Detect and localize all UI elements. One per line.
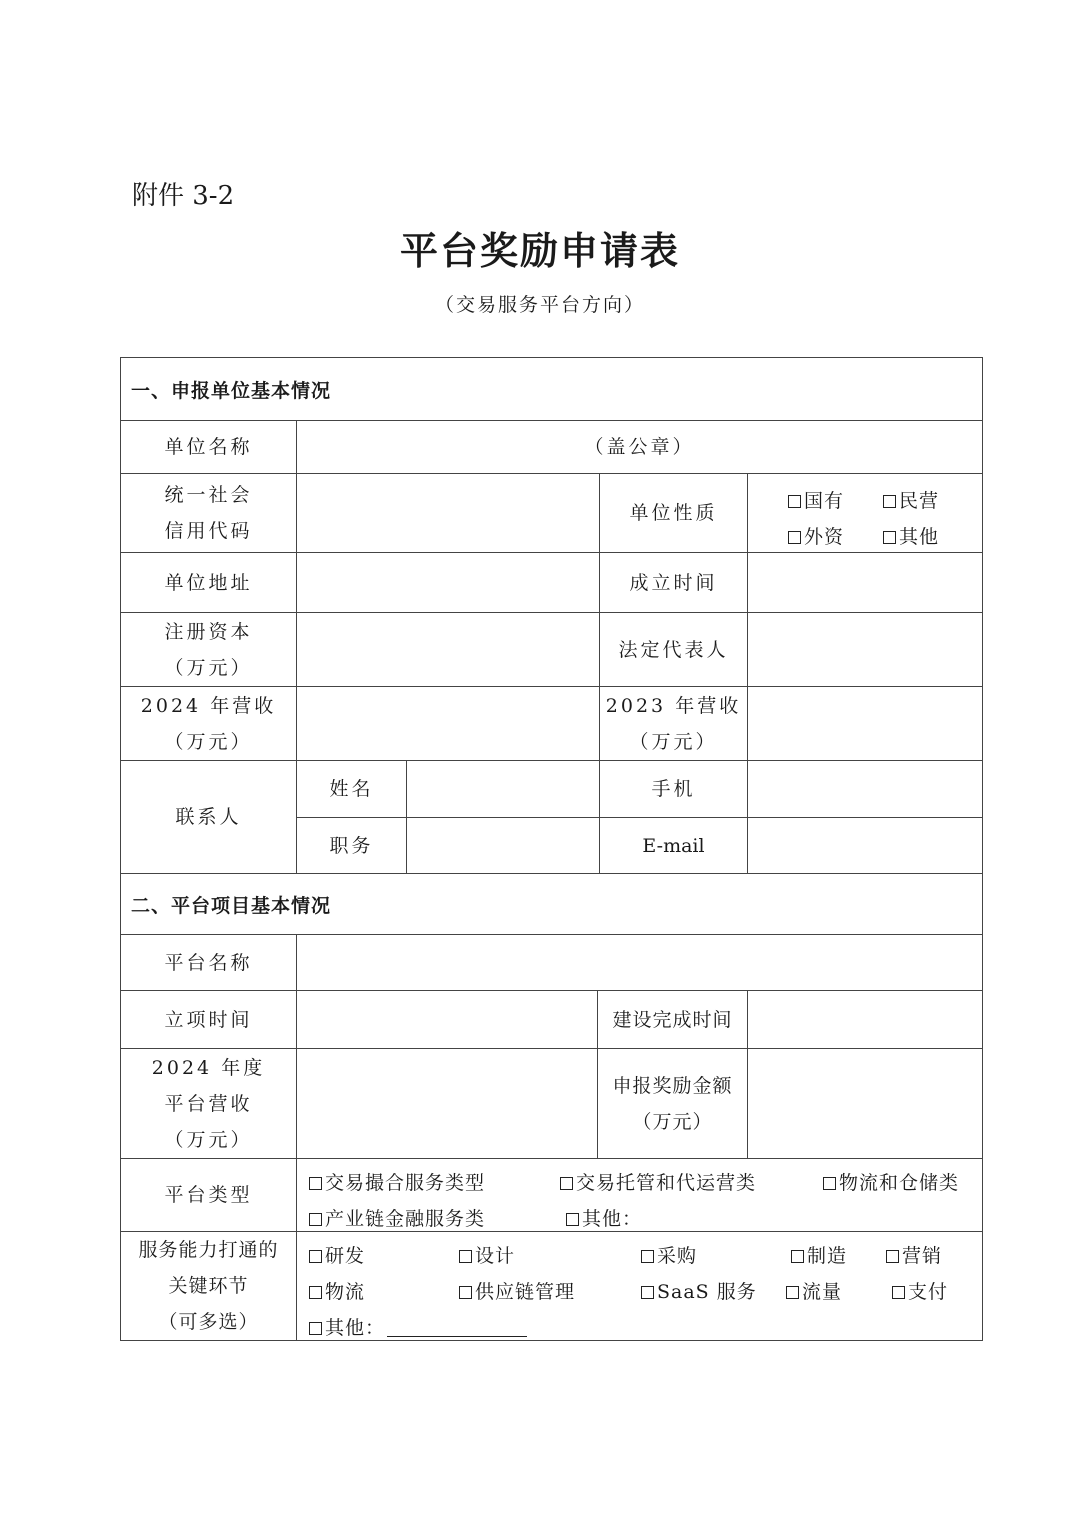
section1-heading: 一、申报单位基本情况 <box>120 357 983 421</box>
type-option-other[interactable]: 其他： <box>566 1204 642 1231</box>
page-title: 平台奖励申请表 <box>399 229 680 273</box>
checkbox-icon <box>641 1250 654 1263</box>
reg-capital-line1: 注册资本 <box>164 620 253 643</box>
checkbox-icon <box>309 1322 322 1335</box>
cap-option-rnd[interactable]: 研发 <box>309 1241 365 1268</box>
platform-revenue-line3: （万元） <box>164 1128 253 1151</box>
project-time-label: 立项时间 <box>120 990 297 1049</box>
capability-line3: （可多选） <box>158 1311 259 1333</box>
cap-option-purchase[interactable]: 采购 <box>641 1241 697 1268</box>
credit-code-field[interactable] <box>296 473 600 553</box>
checkbox-icon <box>883 531 896 544</box>
nature-option-state[interactable]: 国有 <box>788 486 844 513</box>
capability-line1: 服务能力打通的 <box>138 1239 279 1261</box>
nature-option-foreign[interactable]: 外资 <box>788 522 844 549</box>
contact-email-field[interactable] <box>747 817 983 874</box>
checkbox-icon <box>788 495 801 508</box>
checkbox-icon <box>566 1213 579 1226</box>
established-field[interactable] <box>747 552 983 613</box>
cap-option-supply-chain[interactable]: 供应链管理 <box>459 1277 575 1304</box>
contact-label: 联系人 <box>120 760 297 874</box>
unit-name-label: 单位名称 <box>120 420 297 474</box>
capability-line2: 关键环节 <box>168 1275 249 1297</box>
unit-name-field[interactable] <box>296 420 983 474</box>
completion-time-field[interactable] <box>747 990 983 1049</box>
credit-code-line1: 统一社会 <box>164 484 253 506</box>
checkbox-icon <box>309 1286 322 1299</box>
type-option-matching[interactable]: 交易撮合服务类型 <box>309 1168 485 1195</box>
revenue-2024-label <box>120 686 297 761</box>
completion-time-label: 建设完成时间 <box>597 990 748 1049</box>
cap-option-manufacture[interactable]: 制造 <box>791 1241 847 1268</box>
contact-phone-label: 手机 <box>599 760 748 818</box>
checkbox-icon <box>309 1177 322 1190</box>
contact-email-label: E-mail <box>599 817 748 874</box>
unit-address-label: 单位地址 <box>120 552 297 613</box>
project-time-field[interactable] <box>296 990 598 1049</box>
established-label: 成立时间 <box>599 552 748 613</box>
platform-revenue-line2: 平台营收 <box>164 1092 253 1115</box>
revenue-2023-line1: 2023 年营收 <box>605 694 742 717</box>
checkbox-icon <box>459 1250 472 1263</box>
platform-name-field[interactable] <box>296 934 983 991</box>
type-option-custody[interactable]: 交易托管和代运营类 <box>560 1168 756 1195</box>
cap-option-logistics[interactable]: 物流 <box>309 1277 365 1304</box>
unit-nature-label: 单位性质 <box>599 473 748 553</box>
unit-address-field[interactable] <box>296 552 600 613</box>
checkbox-icon <box>309 1213 322 1226</box>
cap-option-saas[interactable]: SaaS 服务 <box>641 1277 757 1304</box>
contact-phone-field[interactable] <box>747 760 983 818</box>
platform-type-label: 平台类型 <box>120 1158 297 1232</box>
capability-options <box>296 1231 983 1341</box>
award-amount-field[interactable] <box>747 1048 983 1159</box>
type-option-logistics[interactable]: 物流和仓储类 <box>823 1168 959 1195</box>
reg-capital-line2: （万元） <box>164 656 253 679</box>
platform-revenue-line1: 2024 年度 <box>151 1056 266 1079</box>
cap-option-payment[interactable]: 支付 <box>892 1277 948 1304</box>
checkbox-icon <box>886 1250 899 1263</box>
revenue-2023-line2: （万元） <box>629 730 718 753</box>
type-option-finance[interactable]: 产业链金融服务类 <box>309 1204 485 1231</box>
nature-option-other[interactable]: 其他 <box>883 522 939 549</box>
section2-heading: 二、平台项目基本情况 <box>120 873 983 935</box>
checkbox-icon <box>786 1286 799 1299</box>
cap-option-other[interactable]: 其他： <box>309 1313 527 1340</box>
award-amount-line1: 申报奖励金额 <box>612 1074 733 1097</box>
revenue-2023-label <box>599 686 748 761</box>
checkbox-icon <box>641 1286 654 1299</box>
revenue-2024-line2: （万元） <box>164 730 253 753</box>
award-amount-label <box>597 1048 748 1159</box>
checkbox-icon <box>309 1250 322 1263</box>
reg-capital-label <box>120 612 297 687</box>
contact-name-field[interactable] <box>406 760 600 818</box>
checkbox-icon <box>883 495 896 508</box>
checkbox-icon <box>823 1177 836 1190</box>
revenue-2024-line1: 2024 年营收 <box>140 694 277 717</box>
platform-name-label: 平台名称 <box>120 934 297 991</box>
award-amount-line2: （万元） <box>632 1110 713 1133</box>
contact-name-label: 姓名 <box>296 760 407 818</box>
checkbox-icon <box>459 1286 472 1299</box>
unit-nature-options <box>747 473 983 553</box>
checkbox-icon <box>892 1286 905 1299</box>
platform-revenue-label <box>120 1048 297 1159</box>
cap-option-traffic[interactable]: 流量 <box>786 1277 842 1304</box>
checkbox-icon <box>788 531 801 544</box>
credit-code-line2: 信用代码 <box>164 520 253 542</box>
platform-revenue-field[interactable] <box>296 1048 598 1159</box>
checkbox-icon <box>791 1250 804 1263</box>
capability-label <box>120 1231 297 1341</box>
revenue-2023-field[interactable] <box>747 686 983 761</box>
revenue-2024-field[interactable] <box>296 686 600 761</box>
other-blank-line[interactable] <box>387 1318 527 1337</box>
reg-capital-field[interactable] <box>296 612 600 687</box>
seal-note: （盖公章） <box>584 436 695 458</box>
legal-rep-label: 法定代表人 <box>599 612 748 687</box>
nature-option-private[interactable]: 民营 <box>883 486 939 513</box>
page-subtitle: （交易服务平台方向） <box>434 294 645 316</box>
checkbox-icon <box>560 1177 573 1190</box>
cap-option-marketing[interactable]: 营销 <box>886 1241 942 1268</box>
credit-code-label <box>120 473 297 553</box>
contact-position-label: 职务 <box>296 817 407 874</box>
legal-rep-field[interactable] <box>747 612 983 687</box>
cap-option-design[interactable]: 设计 <box>459 1241 515 1268</box>
contact-position-field[interactable] <box>406 817 600 874</box>
platform-type-options <box>296 1158 983 1232</box>
attachment-label: 附件 3-2 <box>132 181 235 211</box>
